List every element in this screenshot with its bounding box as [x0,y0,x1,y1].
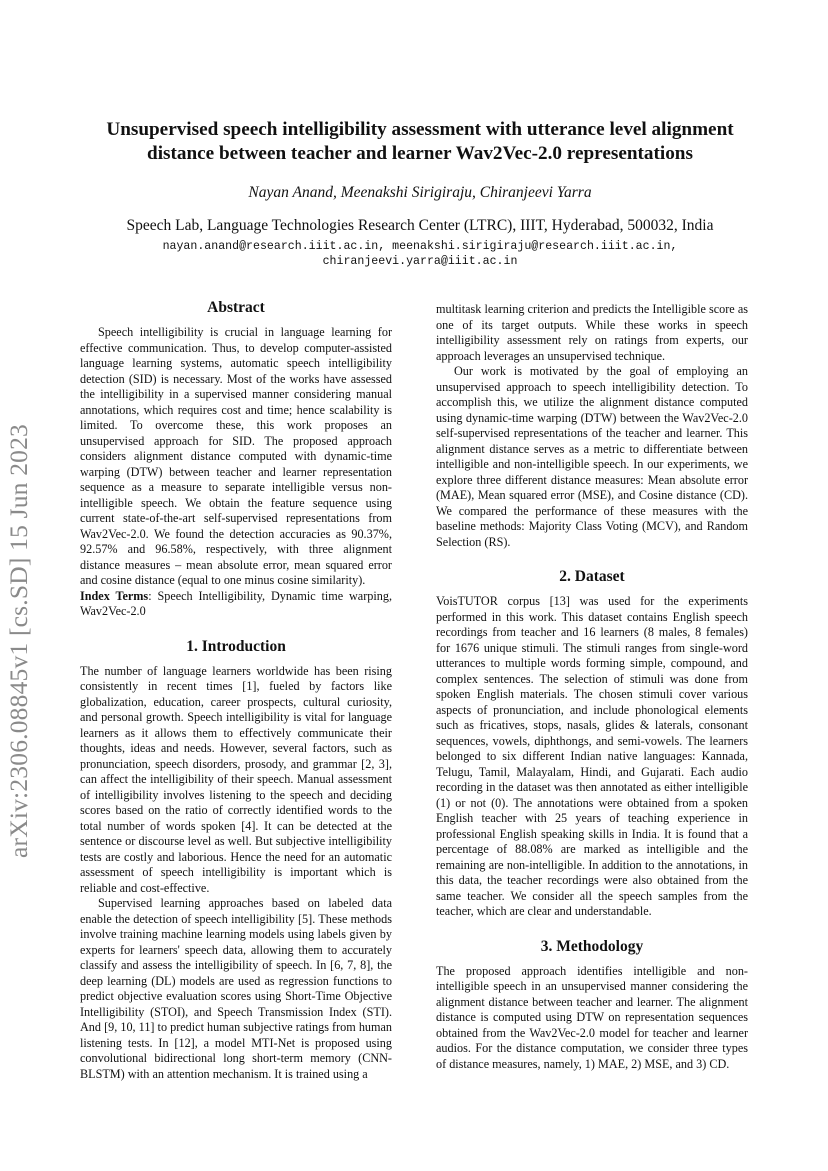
right-column [436,302,748,1072]
introduction-section [80,638,392,1083]
email-line-1: nayan.anand@research.iiit.ac.in, meenakshi.sirigiraju@research.iiit.ac.in, [162,240,678,253]
introduction-heading: 1. Introduction [186,637,286,655]
abstract-heading: Abstract [207,299,265,316]
email-line-2: chiranjeevi.yarra@iiit.ac.in [322,255,518,268]
index-terms [80,589,392,620]
methodology-section [436,938,748,1073]
introduction-paragraph-3: multitask learning criterion and predicts the Intelligible score as one of its target outputs. While these works in speech intelligibility assessment rely on ratings from experts, our approach leverages an unsupervised technique. [436,302,748,363]
arxiv-sidebar [4,424,36,858]
dataset-heading: 2. Dataset [559,568,625,585]
introduction-paragraph-2: Supervised learning approaches based on labeled data enable the detection of speech intelligibility [5]. These methods involve training machine learning models using labels given by experts for learners' speech data, allowing them to accurately classify and assess the intelligibility of speech. In [6, 7, 8], the deep learning (DL) models are used as regression functions to predict objective evaluation scores using Short-Time Objective Intelligibility (STOI), and Speech Transmission Index (STI). And [9, 10, 11] to predict human subjective ratings from human listening tests. In [12], a model MTI-Net is proposed using convolutional bidirectional long short-term memory (CNN-BLSTM) with an attention mechanism. It is trained using a [80,896,392,1081]
methodology-heading: 3. Methodology [540,937,644,955]
dataset-section [436,568,748,920]
author-list: Nayan Anand, Meenakshi Sirigiraju, Chiranjeevi Yarra [248,184,592,201]
title-line-1: Unsupervised speech intelligibility assessment with utterance level alignment [106,119,734,140]
introduction-paragraph-4: Our work is motivated by the goal of employing an unsupervised approach to speech intelligibility detection. To accomplish this, we utilize the alignment distance computed using dynamic-time warping (DTW) between the Wav2Vec-2.0 self-supervised representations of the teacher and learner. This alignment distance serves as a metric to differentiate between intelligible and non-intelligible speech. In our experiments, we explore three different distance measures: Mean absolute error (MAE), Mean squared error (MSE), and Cosine distance (CD). We compared the performance of these measures with the baseline methods: Majority Class Voting (MCV), and Random Selection (RS). [436,364,748,549]
introduction-paragraph-1: The number of language learners worldwide has been rising consistently in recent times [1], fueled by factors like globalization, education, career prospects, cultural curiosity, and personal growth. Speech intelligibility is vital for language learners as it allows them to effectively communicate their thoughts, ideas and needs. However, several factors, such as pronunciation, speech disorders, prosody, and grammar [2, 3], can affect the intelligibility of their speech. Manual assessment of intelligibility involves listening to the speech and deciding scores based on the ratio of correctly identified words to the total number of words spoken [4]. It can be detected at the sentence or discourse level as well. But subjective intelligibility tests are costly and laborious. Hence the need for an automatic assessment of speech intelligibility is important which is reliable and cost-effective. [80,663,392,895]
index-terms-label: Index Terms [80,588,149,603]
abstract-text: Speech intelligibility is crucial in language learning for effective communication. Thus, to develop computer-assisted language learning systems, automatic speech intelligibility detection (SID) is necessary. Most of the works have assessed the intelligibility in a supervised manner considering manual annotations, which requires cost and time; hence scalability is limited. To overcome these, this work proposes an unsupervised approach for SID. The proposed approach considers alignment distance computed with dynamic-time warping (DTW) between teacher and learner representation sequence as a measure to separate intelligible versus non-intelligible speech. We obtain the feature sequence using current state-of-the-art self-supervised representations from Wav2Vec-2.0. We found the detection accuracies as 90.37%, 92.57% and 96.58%, respectively, with three alignment distance measures – mean absolute error, mean squared error and cosine distance (equal to one minus cosine similarity). [80,325,392,587]
paper-title [70,118,770,166]
index-terms-text: : Speech Intelligibility, Dynamic time warping, Wav2Vec-2.0 [80,588,392,618]
left-column [80,299,392,1082]
email-list [70,239,770,269]
affiliation: Speech Lab, Language Technologies Research Center (LTRC), IIIT, Hyderabad, 500032, India [126,217,714,234]
title-line-2: distance between teacher and learner Wav2Vec-2.0 representations [147,143,693,164]
abstract-section [80,299,392,620]
methodology-paragraph-1: The proposed approach identifies intelligible and non-intelligible speech in an unsupervised manner considering the alignment distance between teacher and learner. The alignment distance is computed using DTW on representation sequences obtained from the Wav2Vec-2.0 model for teacher and learner audios. For the distance computation, we consider three types of distance measures, namely, 1) MAE, 2) MSE, and 3) CD. [436,963,748,1071]
dataset-paragraph-1: VoisTUTOR corpus [13] was used for the experiments performed in this work. This dataset contains English speech recordings from teacher and 16 learners (8 males, 8 females) for 1676 unique stimuli. The stimuli ranges from single-word utterances to multiple words forming simple, compound, and complex sentences. The selection of stimuli was done from spoken English materials. The chosen stimuli cover various aspects of pronunciation, and include phonological elements such as fricatives, stops, nasals, glides & laterals, consonant sequences, vowels, diphthongs, and semi-vowels. The learners belonged to six different Indian native languages: Kannada, Telugu, Tamil, Malayalam, Hindi, and Gujarati. Each audio recording in the dataset was then annotated as either intelligible (1) or not (0). The annotations were obtained from a spoken English teacher with 25 years of teaching experience in professional English speaking skills in India. It is found that a percentage of 88.08% are marked as intelligible and the remaining are non-intelligible. In addition to the annotations, in this data, the teacher recordings were also obtained from the same teacher. We consider all the speech samples from the teacher, which are clear and understandable. [436,594,748,918]
arxiv-identifier: arXiv:2306.08845v1 [cs.SD] 15 Jun 2023 [4,424,33,858]
